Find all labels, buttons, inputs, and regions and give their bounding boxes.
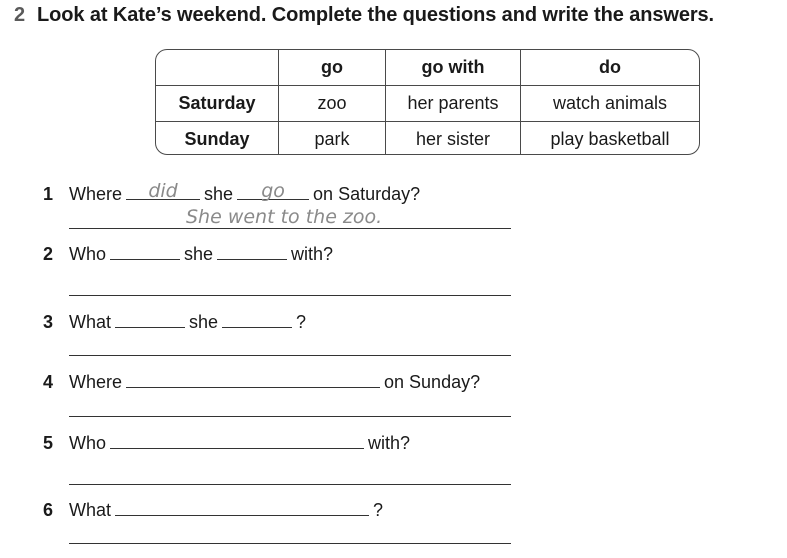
answer-line[interactable] — [69, 295, 511, 296]
answer-line[interactable] — [69, 355, 511, 356]
question-text: she — [184, 244, 214, 264]
handwritten-full-answer: She went to the zoo. — [186, 206, 383, 228]
table-row-label: Sunday — [156, 122, 279, 156]
table-header-cell: go with — [386, 50, 521, 86]
table-row — [156, 86, 699, 122]
question-4 — [43, 369, 480, 393]
answer-line[interactable] — [69, 228, 511, 229]
table-header-cell: go — [279, 50, 386, 86]
table-header-cell: do — [521, 50, 700, 86]
question-text: Who — [69, 433, 107, 453]
question-3 — [43, 309, 306, 333]
exercise-instruction: Look at Kate’s weekend. Complete the questions and write the answers. — [37, 4, 714, 26]
question-1 — [43, 181, 420, 205]
answer-blank[interactable] — [217, 241, 287, 260]
table-header-row — [156, 50, 699, 86]
question-6 — [43, 497, 383, 521]
table-cell: her parents — [386, 86, 521, 122]
table-cell: zoo — [279, 86, 386, 122]
kate-weekend-table — [155, 49, 700, 155]
question-text: she — [204, 184, 234, 204]
question-text: What — [69, 312, 112, 332]
answer-blank[interactable] — [222, 309, 292, 328]
answer-blank[interactable] — [126, 369, 380, 388]
answer-line[interactable] — [69, 416, 511, 417]
question-number: 2 — [43, 244, 54, 264]
question-text: with? — [368, 433, 411, 453]
answer-blank[interactable] — [237, 181, 309, 200]
answer-blank[interactable] — [110, 430, 364, 449]
question-text: What — [69, 500, 112, 520]
question-text: Who — [69, 244, 107, 264]
table-header-cell — [156, 50, 279, 86]
table-row — [156, 122, 699, 156]
table-cell: watch animals — [521, 86, 700, 122]
question-text: Where — [69, 184, 123, 204]
question-text: with? — [291, 244, 334, 264]
question-text: she — [189, 312, 219, 332]
answer-line[interactable] — [69, 484, 511, 485]
exercise-heading — [14, 4, 714, 27]
table-cell: park — [279, 122, 386, 156]
question-text: Where — [69, 372, 123, 392]
question-text: on Saturday? — [313, 184, 421, 204]
question-number: 5 — [43, 433, 54, 453]
answer-blank[interactable] — [115, 497, 369, 516]
table-cell: her sister — [386, 122, 521, 156]
answer-blank[interactable] — [126, 181, 200, 200]
answer-line[interactable] — [69, 543, 511, 544]
answer-blank[interactable] — [110, 241, 180, 260]
question-number: 1 — [43, 184, 54, 204]
question-text: ? — [373, 500, 384, 520]
exercise-number: 2 — [14, 4, 26, 26]
table-cell: play basketball — [521, 122, 700, 156]
question-text: ? — [296, 312, 307, 332]
question-number: 4 — [43, 372, 54, 392]
answer-blank[interactable] — [115, 309, 185, 328]
handwritten-answer: did — [148, 180, 178, 202]
handwritten-answer: go — [261, 180, 285, 202]
question-2 — [43, 241, 333, 265]
question-number: 6 — [43, 500, 54, 520]
table-row-label: Saturday — [156, 86, 279, 122]
question-number: 3 — [43, 312, 54, 332]
question-5 — [43, 430, 410, 454]
question-text: on Sunday? — [384, 372, 481, 392]
